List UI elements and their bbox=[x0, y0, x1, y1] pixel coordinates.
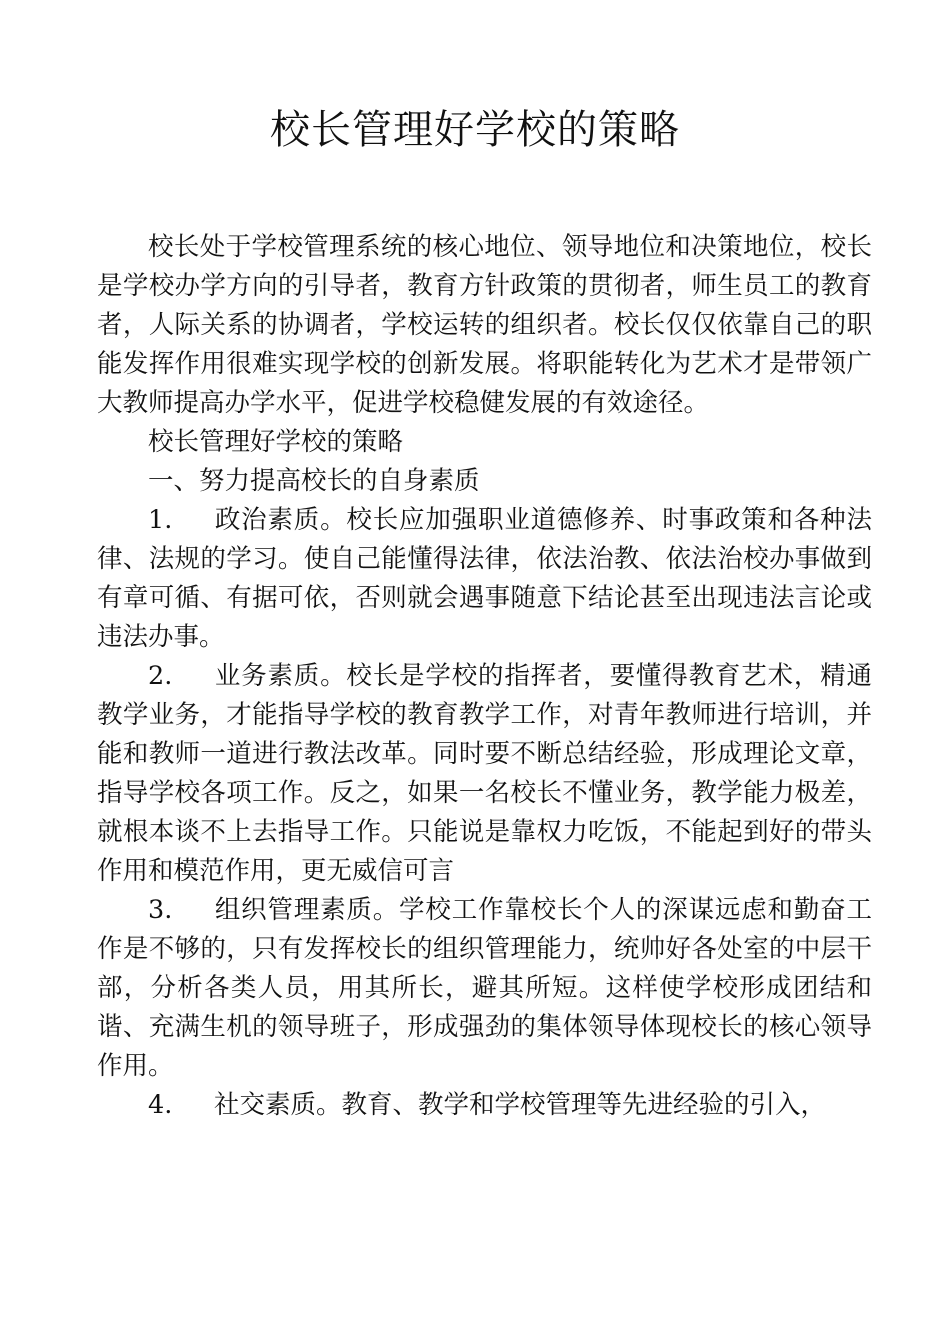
list-item-4 bbox=[97, 1086, 872, 1125]
list-item-2 bbox=[97, 657, 872, 891]
list-item-3 bbox=[97, 891, 872, 1086]
list-item-number: 4. bbox=[148, 1090, 173, 1120]
list-item-text: 政治素质。校长应加强职业道德修养、时事政策和各种法律、法规的学习。使自己能懂得法律，依法治教、依法治校办事做到有章可循、有据可依，否则就会遇事随意下结论甚至出现违法言论或违法办事。 bbox=[97, 505, 872, 652]
list-item-text: 组织管理素质。学校工作靠校长个人的深谋远虑和勤奋工作是不够的，只有发挥校长的组织管理能力，统帅好各处室的中层干部，分析各类人员，用其所长，避其所短。这样使学校形成团结和谐、充满生机的领导班子，形成强劲的集体领导体现校长的核心领导作用。 bbox=[97, 895, 872, 1081]
page-title: 校长管理好学校的策略 bbox=[270, 107, 680, 153]
list-item-1 bbox=[97, 501, 872, 657]
document-body bbox=[97, 228, 872, 1125]
list-item-text: 社交素质。教育、教学和学校管理等先进经验的引入， bbox=[214, 1090, 827, 1120]
list-item-text: 业务素质。校长是学校的指挥者，要懂得教育艺术，精通教学业务，才能指导学校的教育教学工作，对青年教师进行培训，并能和教师一道进行教法改革。同时要不断总结经验，形成理论文章，指导学校各项工作。反之，如果一名校长不懂业务，教学能力极差，就根本谈不上去指导工作。只能说是靠权力吃饭，不能起到好的带头作用和模范作用，更无威信可言 bbox=[97, 661, 872, 886]
list-item-number: 1. bbox=[148, 505, 173, 535]
subtitle-paragraph: 校长管理好学校的策略 bbox=[148, 427, 404, 457]
intro-paragraph: 校长处于学校管理系统的核心地位、领导地位和决策地位，校长是学校办学方向的引导者，教育方针政策的贯彻者，师生员工的教育者，人际关系的协调者，学校运转的组织者。校长仅仅依靠自己的职能发挥作用很难实现学校的创新发展。将职能转化为艺术才是带领广大教师提高办学水平，促进学校稳健发展的有效途径。 bbox=[97, 232, 872, 418]
list-item-number: 3. bbox=[148, 895, 173, 925]
section-heading-1: 一、努力提高校长的自身素质 bbox=[148, 466, 480, 496]
list-item-number: 2. bbox=[148, 661, 173, 691]
